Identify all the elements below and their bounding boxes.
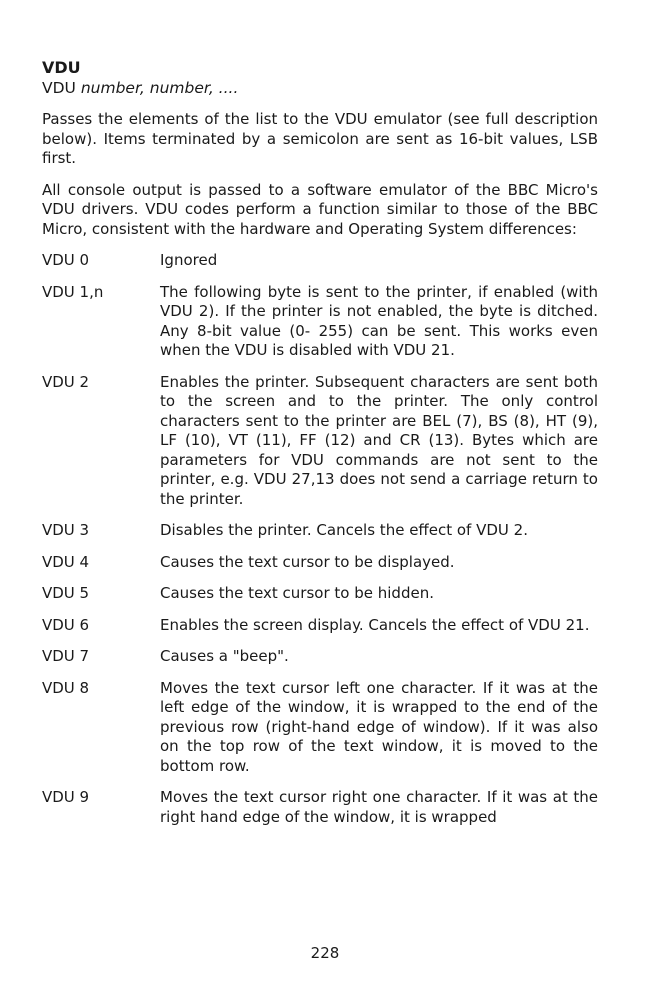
syntax-keyword: VDU (42, 79, 76, 97)
vdu-code: VDU 6 (42, 615, 90, 634)
page-number: 228 (310, 944, 340, 962)
vdu-entry (42, 521, 598, 541)
vdu-entry (42, 251, 598, 271)
vdu-code: VDU 0 (42, 251, 90, 269)
vdu-description: Enables the printer. Subsequent characters are sent both to the screen and to the printer. The only control characters sent to the printer are BEL (7), BS (8), HT (9), LF (10), VT (11), FF (12) and CR (13). Bytes which are parameters for VDU commands are not sent to the printer, e.g. VDU 27,13 does not send a carriage return to the printer. (160, 372, 598, 508)
vdu-description: Ignored (160, 251, 218, 269)
vdu-description: Disables the printer. Cancels the effect of VDU 2. (160, 521, 528, 539)
vdu-entry (42, 788, 598, 827)
vdu-entry (42, 584, 598, 604)
emulator-paragraph: All console output is passed to a software emulator of the BBC Micro's VDU drivers. VDU codes perform a function similar to those of the BBC Micro, consistent with the hardware and Operating System differences: (42, 180, 598, 238)
vdu-description: Causes a "beep". (160, 647, 289, 665)
vdu-code: VDU 3 (42, 521, 90, 539)
vdu-description: The following byte is sent to the printer, if enabled (with VDU 2). If the printer is not enabled, the byte is ditched. Any 8-bit value (0- 255) can be sent. This works even when the VDU is disabled with VDU 21. (160, 282, 598, 359)
command-syntax (42, 78, 598, 98)
vdu-code: VDU 2 (42, 372, 90, 391)
vdu-code: VDU 7 (42, 647, 90, 665)
section-heading: VDU (42, 58, 81, 77)
vdu-code: VDU 1,n (42, 282, 104, 301)
vdu-entry (42, 373, 598, 510)
vdu-description: Causes the text cursor to be hidden. (160, 584, 434, 602)
vdu-description: Enables the screen display. Cancels the effect of VDU 21. (160, 615, 590, 634)
syntax-arguments: number, number, .... (80, 79, 239, 97)
vdu-entry (42, 616, 598, 636)
vdu-code: VDU 5 (42, 584, 90, 602)
document-page (42, 58, 598, 839)
intro-paragraph: Passes the elements of the list to the VDU emulator (see full description below). Items terminated by a semicolon are sent as 16-bit values, LSB first. (42, 110, 598, 167)
vdu-description: Causes the text cursor to be displayed. (160, 552, 455, 571)
vdu-entry (42, 647, 598, 667)
vdu-code-list (42, 251, 598, 827)
vdu-description: Moves the text cursor left one character. If it was at the left edge of the window, it is wrapped to the end of the previous row (right-hand edge of window). If it was also on the top row of the text window, it is moved to the bottom row. (160, 678, 598, 775)
vdu-code: VDU 4 (42, 552, 90, 571)
vdu-code: VDU 9 (42, 788, 90, 806)
vdu-entry (42, 679, 598, 777)
vdu-code: VDU 8 (42, 678, 90, 697)
vdu-entry (42, 553, 598, 573)
vdu-entry (42, 283, 598, 361)
vdu-description: Moves the text cursor right one character. If it was at the right hand edge of the window, it is wrapped (160, 788, 598, 826)
